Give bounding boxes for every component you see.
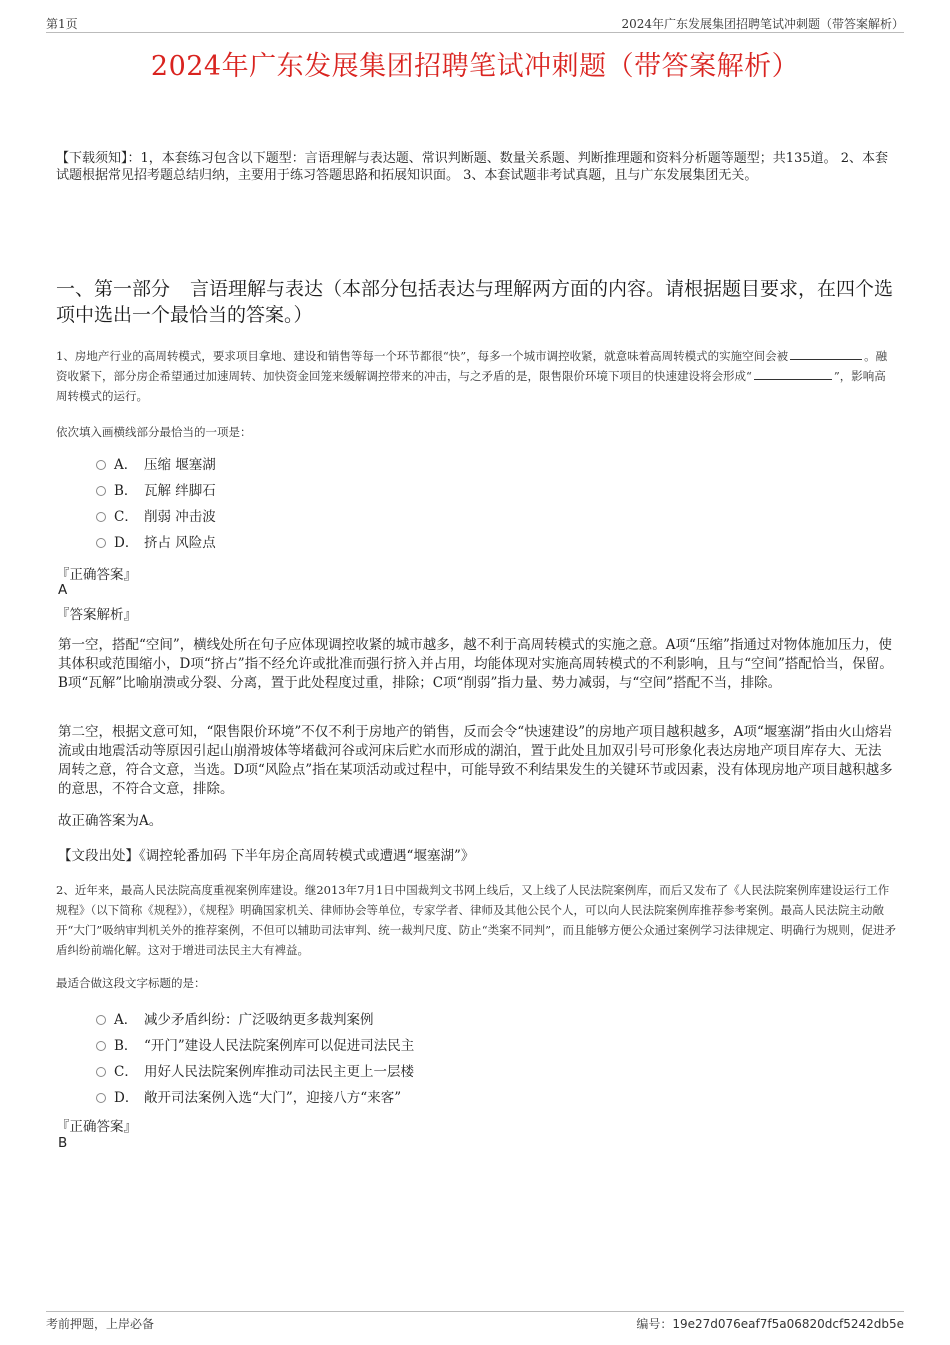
radio-icon[interactable]: [96, 486, 106, 496]
radio-icon[interactable]: [96, 1015, 106, 1025]
question-1-text: 1、房地产行业的高周转模式，要求项目拿地、建设和销售等每一个环节都很“快”，每多一个城市调控收紧，就意味着高周转模式的实施空间会被 。融资收紧下，部分房企希望通过加速周转、加快资金回笼来缓解调控带来的冲击，与之矛盾的是，限售限价环境下项目的快速建设将会形成“ ”，影响高周转模式的运行。: [56, 349, 888, 403]
passage-source: 【文段出处】《调控轮番加码 下半年房企高周转模式或遭遇“堰塞湖”》: [58, 848, 475, 864]
question-2-prompt: 最适合做这段文字标题的是：: [56, 976, 206, 990]
section-part: 一、第一部分: [56, 278, 171, 300]
correct-answer: B: [58, 1135, 68, 1151]
section-title: 言语理解与表达（本部分包括表达与理解两方面的内容。请根据题目要求，在四个选项中选出一个最恰当的答案。）: [56, 278, 894, 326]
option-b[interactable]: B． 瓦解 绊脚石: [96, 478, 216, 504]
option-d[interactable]: D． 挤占 风险点: [96, 530, 216, 556]
correct-answer-label: 『正确答案』: [56, 1119, 137, 1135]
option-b[interactable]: B． “开门”建设人民法院案例库可以促进司法民主: [96, 1033, 414, 1059]
section-heading: [56, 276, 896, 328]
radio-icon[interactable]: [96, 1041, 106, 1051]
page-number: 第1页: [46, 17, 78, 31]
header-doc-title: 2024年广东发展集团招聘笔试冲刺题（带答案解析）: [621, 17, 904, 31]
analysis-paragraph-1: 第一空，搭配“空间”，横线处所在句子应体现调控收紧的城市越多，越不利于高周转模式的实施之意。A项“压缩”指通过对物体施加压力，使其体积或范围缩小，D项“挤占”指不经允许或批准而强行挤入并占用，均能体现对实施高周转模式的不利影响，且与“空间”搭配恰当，保留。B项“瓦解”比喻崩溃或分裂、分离，置于此处程度过重，排除；C项“削弱”指力量、势力减弱，与“空间”搭配不当，排除。: [58, 637, 893, 691]
radio-icon[interactable]: [96, 460, 106, 470]
radio-icon[interactable]: [96, 512, 106, 522]
radio-icon[interactable]: [96, 538, 106, 548]
page-footer: [46, 1311, 904, 1332]
analysis-paragraph-2: 第二空，根据文意可知，“限售限价环境”不仅不利于房地产的销售，反而会令“快速建设”的房地产项目越积越多，A项“堰塞湖”指由火山熔岩流或由地震活动等原因引起山崩滑坡体等堵截河谷或河床后贮水而形成的湖泊，置于此处且加双引号可形象化表达房地产项目库存大、无法周转之意，符合文意，当选。D项“风险点”指在某项活动或过程中，可能导致不利结果发生的关键环节或因素，没有体现房地产项目越积越多的意思，不符合文意，排除。: [58, 724, 893, 797]
question-1-options: [96, 452, 216, 556]
question-2-options: [96, 1007, 414, 1111]
question-2-text: 2、近年来，最高人民法院高度重视案例库建设。继2013年7月1日中国裁判文书网上线后，又上线了人民法院案例库，而后又发布了《人民法院案例库建设运行工作规程》（以下简称《规程》），《规程》明确国家机关、律师协会等单位，专家学者、律师及其他公民个人，可以向人民法院案例库推荐参考案例。最高人民法院主动敞开“大门”吸纳审判机关外的推荐案例，不但可以辅助司法审判、统一裁判尺度、防止“类案不同判”，而且能够方便公众通过案例学习法律规定、明确行为规则，促进矛盾纠纷前端化解。这对于增进司法民主大有裨益。: [56, 883, 897, 957]
option-a[interactable]: A． 压缩 堰塞湖: [96, 452, 216, 478]
question-1-prompt: 依次填入画横线部分最恰当的一项是：: [56, 425, 252, 439]
option-c[interactable]: C． 削弱 冲击波: [96, 504, 216, 530]
footer-code: 编号：19e27d076eaf7f5a06820dcf5242db5e: [636, 1317, 904, 1331]
radio-icon[interactable]: [96, 1093, 106, 1103]
analysis-label: 『答案解析』: [56, 607, 137, 623]
option-d[interactable]: D． 敞开司法案例入选“大门”，迎接八方“来客”: [96, 1085, 414, 1111]
option-c[interactable]: C． 用好人民法院案例库推动司法民主更上一层楼: [96, 1059, 414, 1085]
fill-blank: [790, 347, 862, 360]
download-notice: 【下载须知】：1，本套练习包含以下题型：言语理解与表达题、常识判断题、数量关系题、判断推理题和资料分析题等题型；共135道。 2、本套试题根据常见招考题总结归纳，主要用于练习答题思路和拓展知识面。 3、本套试题非考试真题，且与广东发展集团无关。: [56, 151, 888, 183]
analysis-conclusion: 故正确答案为A。: [58, 813, 163, 829]
radio-icon[interactable]: [96, 1067, 106, 1077]
correct-answer-label: 『正确答案』: [56, 567, 137, 583]
page-header: [46, 14, 904, 33]
footer-slogan: 考前押题，上岸必备: [46, 1317, 155, 1331]
document-title: 2024年广东发展集团招聘笔试冲刺题（带答案解析）: [150, 51, 800, 82]
correct-answer: A: [58, 582, 68, 598]
option-a[interactable]: A． 减少矛盾纠纷：广泛吸纳更多裁判案例: [96, 1007, 414, 1033]
fill-blank: [754, 367, 832, 380]
